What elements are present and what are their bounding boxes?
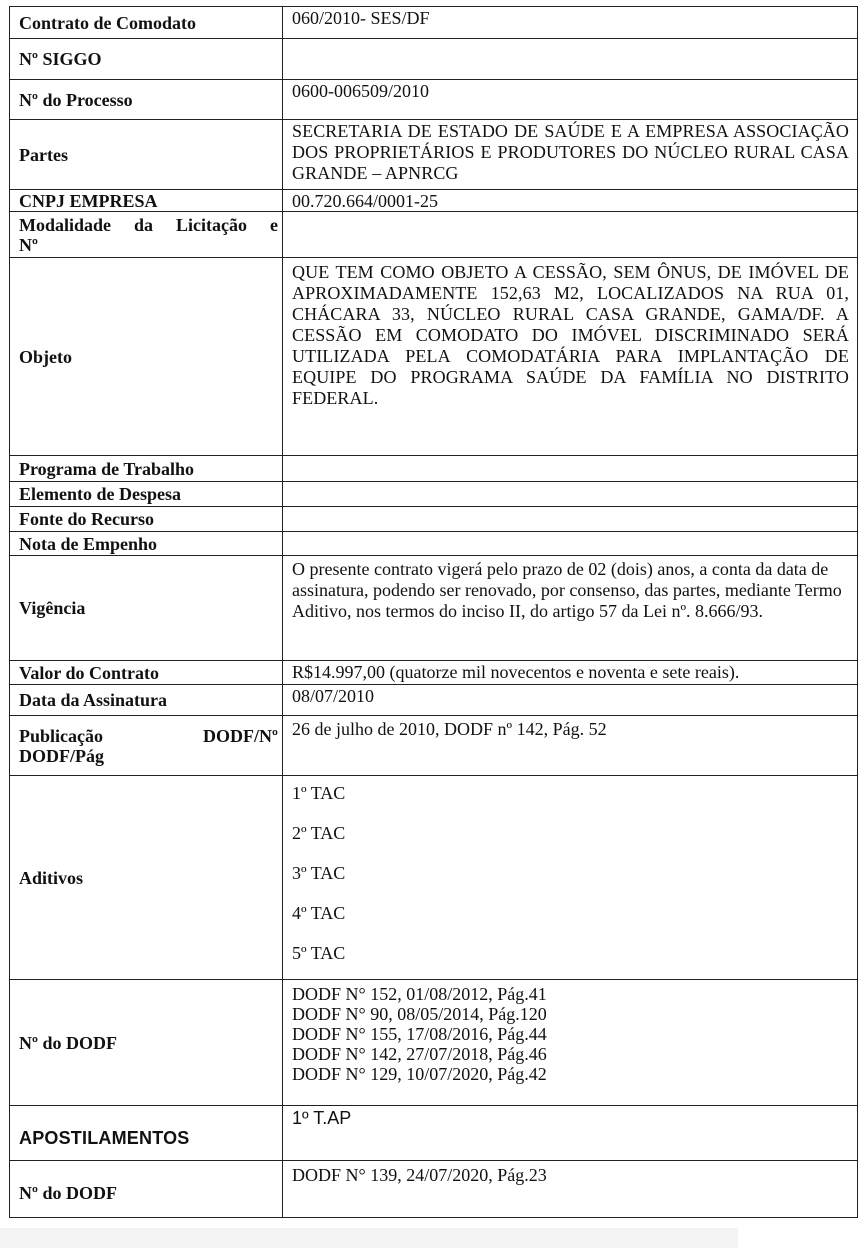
objeto-label: Objeto	[10, 258, 283, 456]
partes-value: SECRETARIA DE ESTADO DE SAÚDE E A EMPRESA ASSOCIAÇÃO DOS PROPRIETÁRIOS E PRODUTORES DO NÚCLEO RURAL CASA GRANDE – APNRCG	[283, 120, 858, 190]
table-row	[10, 258, 858, 456]
aditivos-label: Aditivos	[10, 776, 283, 980]
aditivo-item: 2º TAC	[292, 823, 346, 843]
cnpj-value: 00.720.664/0001-25	[283, 190, 858, 212]
table-row	[10, 980, 858, 1106]
modalidade-label-line1: Modalidade da Licitação e	[19, 214, 278, 235]
vigencia-label: Vigência	[10, 556, 283, 661]
valor-label: Valor do Contrato	[10, 661, 283, 685]
dodf2-label: Nº do DODF	[10, 1161, 283, 1218]
cnpj-label: CNPJ EMPRESA	[10, 190, 283, 212]
apostilamentos-value: 1º T.AP	[283, 1106, 858, 1161]
objeto-value: QUE TEM COMO OBJETO A CESSÃO, SEM ÔNUS, DE IMÓVEL DE APROXIMADAMENTE 152,63 M2, LOCALIZADOS NA RUA 01, CHÁCARA 33, NÚCLEO RURAL CASA GRANDE, GAMA/DF. A CESSÃO EM COMODATO DO IMÓVEL DISCRIMINADO SERÁ UTILIZADA PELA COMODATÁRIA PARA IMPLANTAÇÃO DE EQUIPE DO PROGRAMA SAÚDE DA FAMÍLIA NO DISTRITO FEDERAL.	[283, 258, 858, 456]
apostilamentos-label: APOSTILAMENTOS	[10, 1106, 283, 1161]
elemento-label: Elemento de Despesa	[10, 482, 283, 507]
table-row	[10, 1161, 858, 1218]
dodf-item: DODF N° 152, 01/08/2012, Pág.41	[292, 984, 547, 1004]
modalidade-value	[283, 212, 858, 258]
dodf-item: DODF N° 142, 27/07/2018, Pág.46	[292, 1044, 547, 1064]
table-row	[10, 212, 858, 258]
table-row	[10, 507, 858, 532]
elemento-value	[283, 482, 858, 507]
table-row	[10, 190, 858, 212]
table-row	[10, 716, 858, 776]
table-row	[10, 7, 858, 39]
assinatura-value: 08/07/2010	[283, 685, 858, 716]
dodf-item: DODF N° 129, 10/07/2020, Pág.42	[292, 1064, 547, 1084]
dodf2-value: DODF N° 139, 24/07/2020, Pág.23	[283, 1161, 858, 1218]
programa-label: Programa de Trabalho	[10, 456, 283, 482]
modalidade-label	[10, 212, 283, 258]
table-row	[10, 661, 858, 685]
publicacao-label-line2: DODF/Pág	[19, 745, 104, 766]
table-row	[10, 1106, 858, 1161]
table-row	[10, 456, 858, 482]
fonte-value	[283, 507, 858, 532]
aditivos-list	[283, 776, 858, 980]
aditivo-item: 4º TAC	[292, 903, 346, 923]
publicacao-label	[10, 716, 283, 776]
siggo-label: Nº SIGGO	[10, 39, 283, 80]
programa-value	[283, 456, 858, 482]
empenho-value	[283, 532, 858, 556]
aditivo-item: 1º TAC	[292, 783, 346, 803]
processo-value: 0600-006509/2010	[283, 80, 858, 120]
table-row	[10, 39, 858, 80]
publicacao-value: 26 de julho de 2010, DODF nº 142, Pág. 52	[283, 716, 858, 776]
table-row	[10, 685, 858, 716]
publicacao-label-line1: Publicação DODF/Nº	[19, 725, 278, 746]
valor-value: R$14.997,00 (quatorze mil novecentos e noventa e sete reais).	[283, 661, 858, 685]
table-row	[10, 556, 858, 661]
dodf-list	[283, 980, 858, 1106]
contract-table	[9, 6, 858, 1218]
table-row	[10, 776, 858, 980]
empenho-label: Nota de Empenho	[10, 532, 283, 556]
fonte-label: Fonte do Recurso	[10, 507, 283, 532]
bottom-bar	[0, 1228, 738, 1248]
modalidade-label-line2: Nº	[19, 234, 38, 255]
aditivo-item: 5º TAC	[292, 943, 346, 963]
contrato-value: 060/2010- SES/DF	[283, 7, 858, 39]
aditivo-item: 3º TAC	[292, 863, 346, 883]
assinatura-label: Data da Assinatura	[10, 685, 283, 716]
vigencia-value: O presente contrato vigerá pelo prazo de 02 (dois) anos, a conta da data de assinatura, podendo ser renovado, por consenso, das partes, mediante Termo Aditivo, nos termos do inciso II, do artigo 57 da Lei nº. 8.666/93.	[283, 556, 858, 661]
dodf-label: Nº do DODF	[10, 980, 283, 1106]
table-row	[10, 532, 858, 556]
contrato-label: Contrato de Comodato	[10, 7, 283, 39]
processo-label: Nº do Processo	[10, 80, 283, 120]
dodf-item: DODF N° 90, 08/05/2014, Pág.120	[292, 1004, 547, 1024]
dodf-item: DODF N° 155, 17/08/2016, Pág.44	[292, 1024, 547, 1044]
table-row	[10, 80, 858, 120]
siggo-value	[283, 39, 858, 80]
partes-label: Partes	[10, 120, 283, 190]
table-row	[10, 482, 858, 507]
table-row	[10, 120, 858, 190]
